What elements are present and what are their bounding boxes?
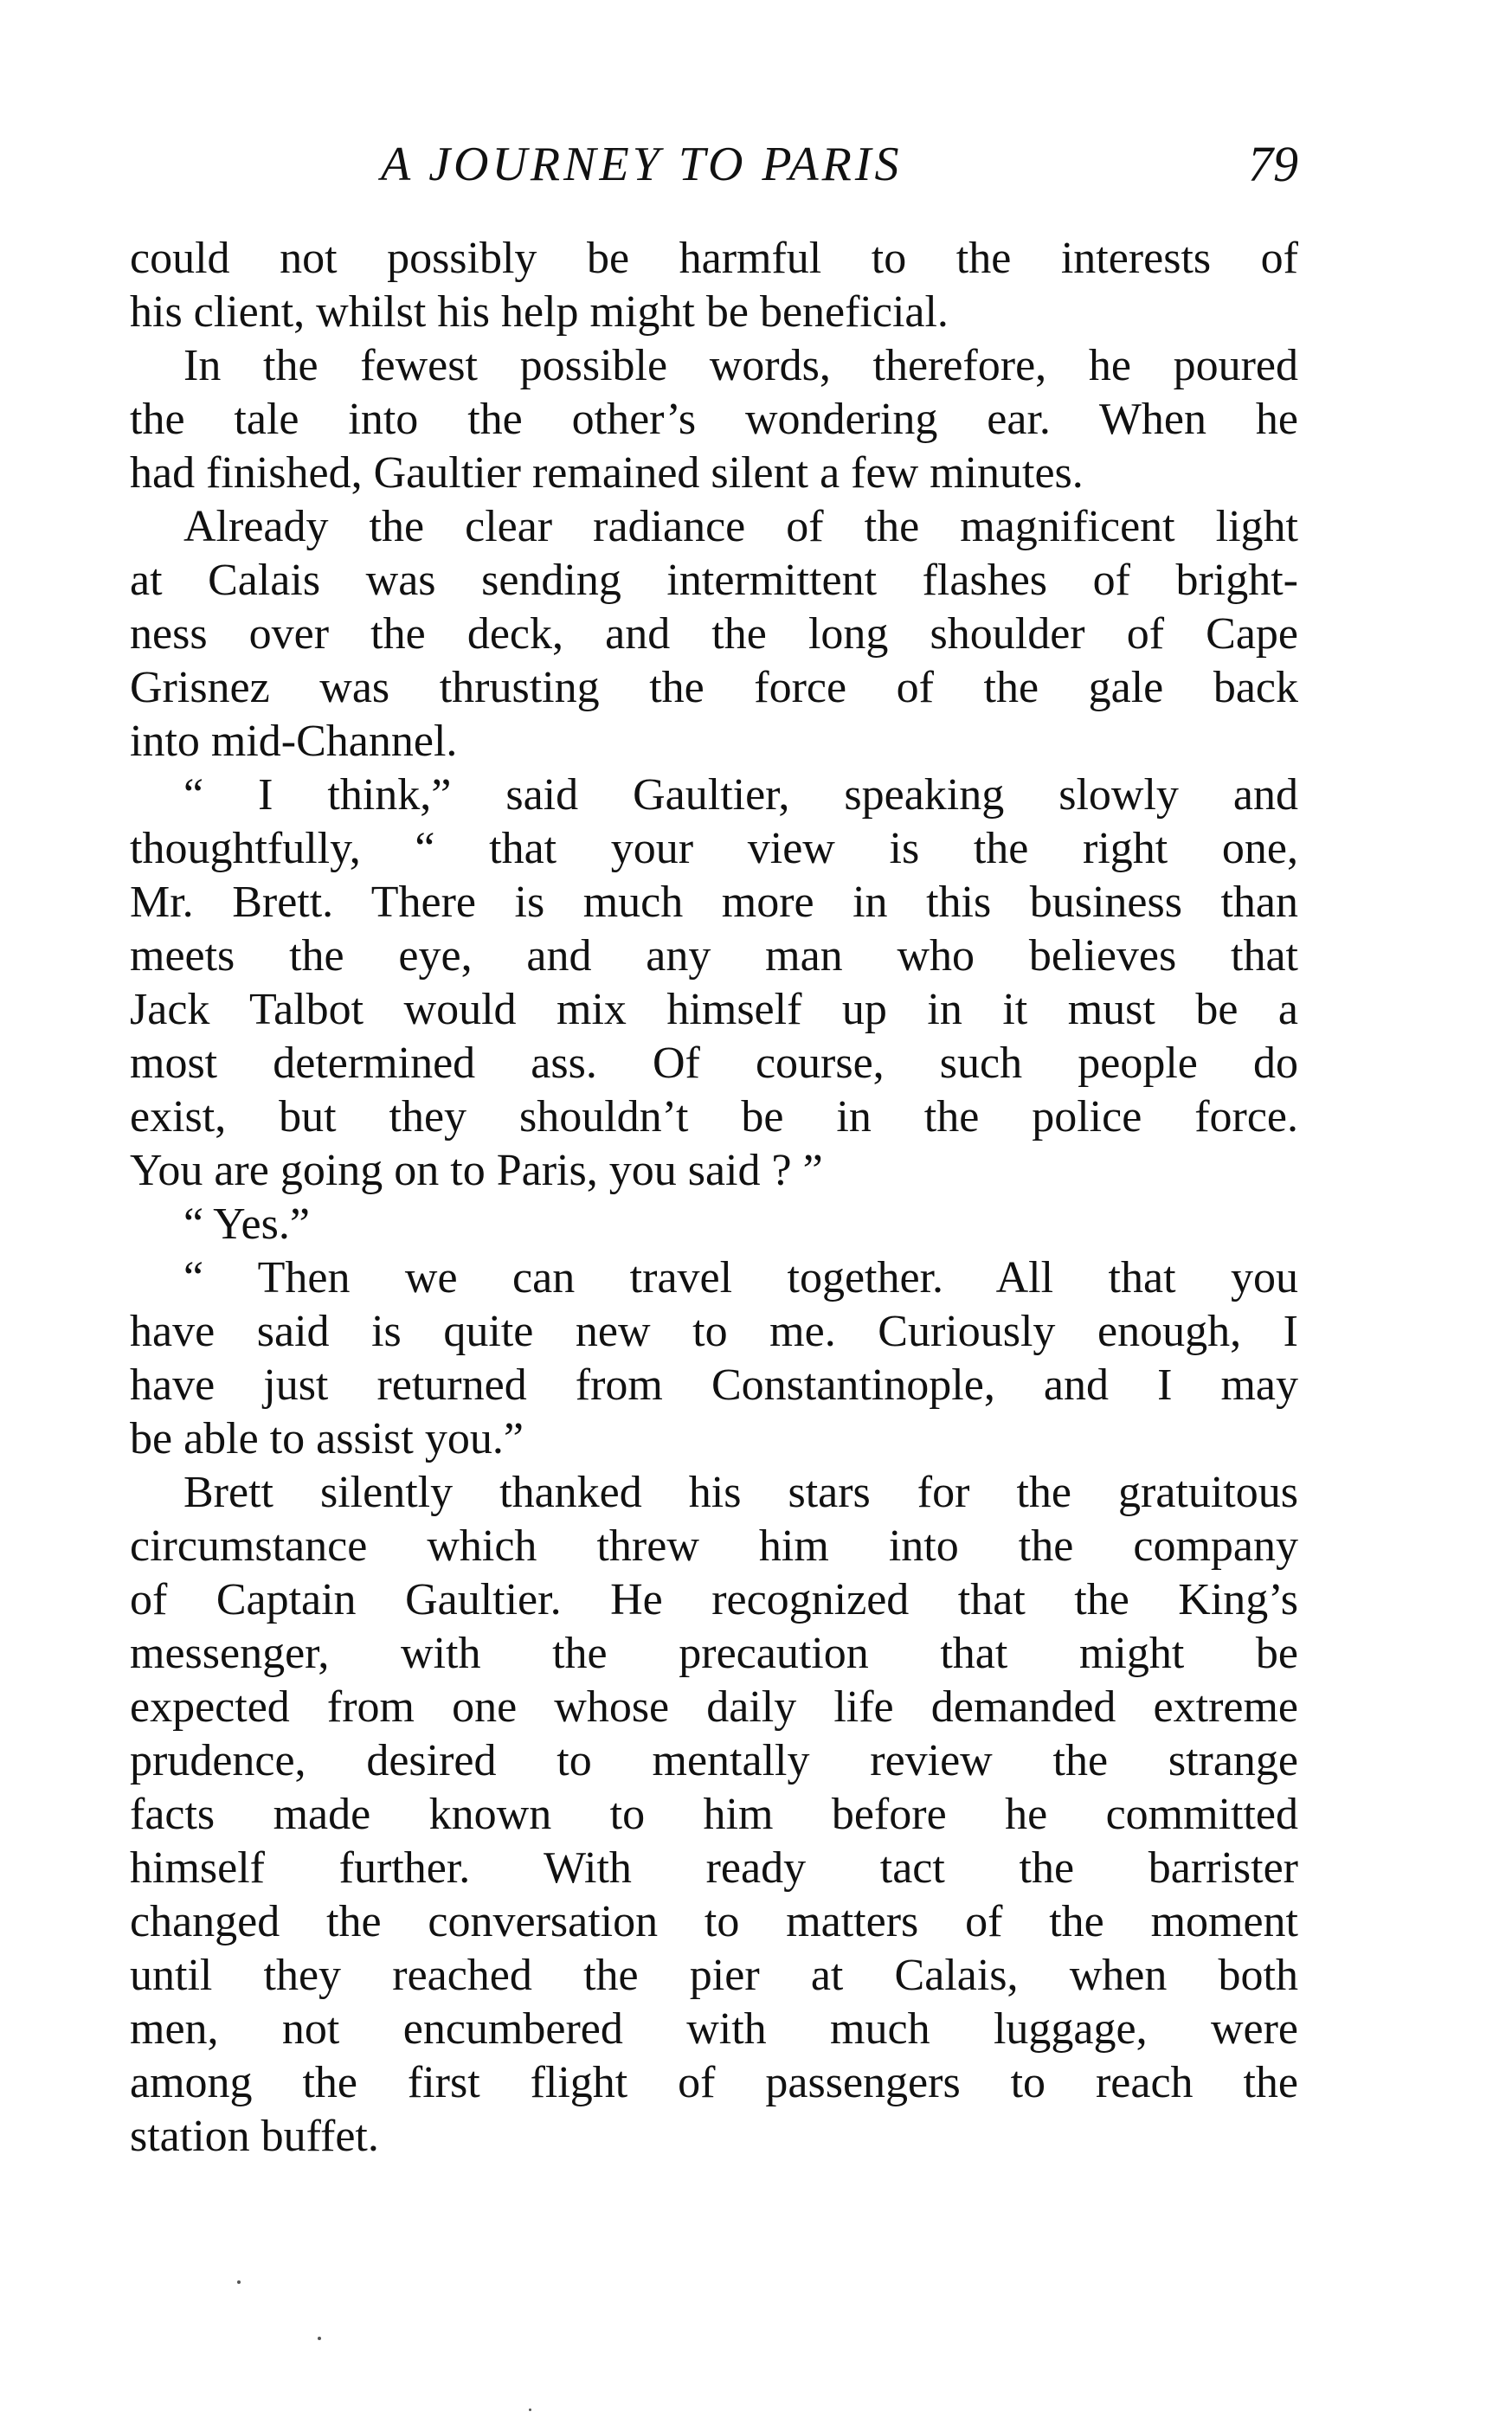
text-line: “ Yes.” — [183, 1199, 310, 1249]
text-line: be able to assist you.” — [130, 1414, 524, 1463]
text-line: have just returned from Constantinople, and I may — [130, 1360, 1298, 1410]
text-line: meets the eye, and any man who believes that — [130, 931, 1298, 981]
body-text — [130, 232, 1298, 2164]
text-line: have said is quite new to me. Curiously enough, I — [130, 1307, 1298, 1356]
running-head — [130, 130, 1298, 199]
page-number: 79 — [1248, 136, 1298, 192]
text-line: Already the clear radiance of the magnificent light — [183, 502, 1298, 551]
text-line: In the fewest possible words, therefore, he poured — [183, 341, 1298, 390]
text-line: thoughtfully, “ that your view is the right one, — [130, 824, 1298, 873]
text-line: circumstance which threw him into the company — [130, 1521, 1298, 1571]
text-line: his client, whilst his help might be beneficial. — [130, 287, 949, 337]
text-line: Brett silently thanked his stars for the gratuitous — [183, 1468, 1298, 1517]
text-line: could not possibly be harmful to the interests of — [130, 234, 1298, 283]
text-line: messenger, with the precaution that might be — [130, 1629, 1298, 1678]
text-line: men, not encumbered with much luggage, were — [130, 2004, 1298, 2054]
text-line: facts made known to him before he committed — [130, 1790, 1298, 1839]
running-title: A JOURNEY TO PARIS — [381, 138, 903, 191]
text-line: among the first flight of passengers to reach the — [130, 2058, 1298, 2107]
text-line: himself further. With ready tact the barrister — [130, 1843, 1298, 1893]
text-line: exist, but they shouldn’t be in the police force. — [130, 1092, 1298, 1142]
text-line: most determined ass. Of course, such people do — [130, 1039, 1298, 1088]
text-line: changed the conversation to matters of the moment — [130, 1897, 1298, 1946]
text-line: had finished, Gaultier remained silent a few minutes. — [130, 448, 1084, 498]
text-line: of Captain Gaultier. He recognized that the King’s — [130, 1575, 1298, 1624]
text-line: station buffet. — [130, 2112, 379, 2161]
text-line: Jack Talbot would mix himself up in it must be a — [130, 985, 1298, 1034]
text-line: the tale into the other’s wondering ear. When he — [130, 395, 1298, 444]
text-line: into mid-Channel. — [130, 717, 458, 766]
text-line: until they reached the pier at Calais, when both — [130, 1951, 1298, 2000]
text-line: Mr. Brett. There is much more in this business than — [130, 878, 1298, 927]
text-line: You are going on to Paris, you said ? ” — [130, 1146, 823, 1195]
text-line: prudence, desired to mentally review the strange — [130, 1736, 1298, 1785]
text-line: Grisnez was thrusting the force of the gale back — [130, 663, 1298, 712]
text-line: “ I think,” said Gaultier, speaking slowly and — [183, 770, 1298, 820]
text-line: expected from one whose daily life demanded extreme — [130, 1682, 1298, 1732]
text-line: “ Then we can travel together. All that you — [183, 1253, 1298, 1302]
text-line: at Calais was sending intermittent flashes of bright- — [130, 556, 1298, 605]
text-line: ness over the deck, and the long shoulder of Cape — [130, 609, 1298, 659]
